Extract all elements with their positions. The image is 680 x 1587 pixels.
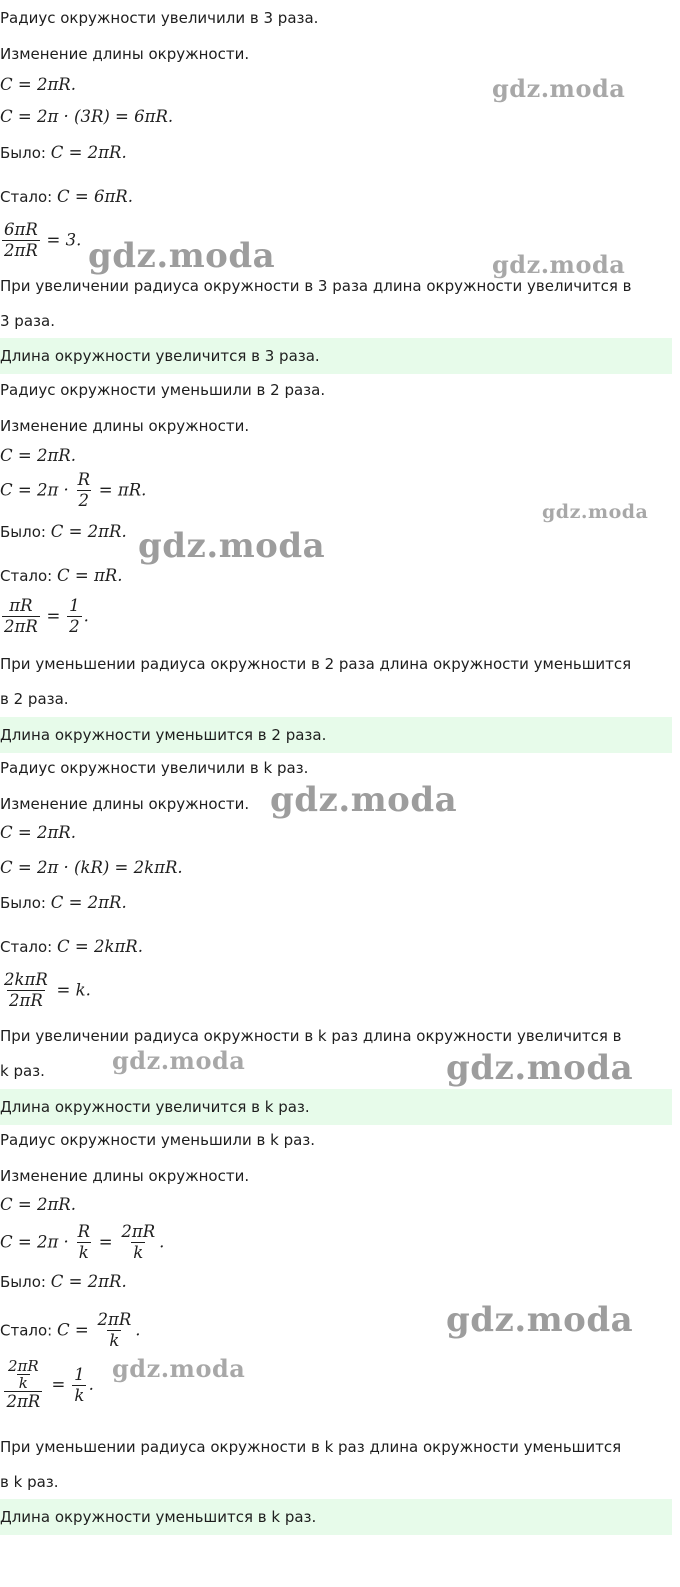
s4-formula: C = 2πR. bbox=[0, 1195, 76, 1214]
fraction-numerator: 6πR bbox=[4, 220, 38, 239]
after-value: C = 6πR. bbox=[57, 187, 133, 206]
compound-numerator bbox=[2, 1358, 45, 1391]
s1-conclusion-1: При увеличении радиуса окружности в 3 раза длина окружности увеличится в bbox=[0, 277, 632, 295]
s1-before bbox=[0, 143, 127, 163]
watermark: gdz.moda bbox=[492, 250, 626, 279]
ratio-result: = k. bbox=[56, 980, 91, 1000]
watermark: gdz.moda bbox=[492, 74, 626, 103]
result-fraction bbox=[72, 1365, 87, 1406]
s1-formula: C = 2πR. bbox=[0, 75, 76, 94]
watermark: gdz.moda bbox=[270, 780, 458, 820]
period: . bbox=[83, 606, 89, 626]
period: . bbox=[88, 1375, 94, 1394]
watermark: gdz.moda bbox=[138, 526, 326, 566]
calc-fraction bbox=[76, 1222, 92, 1263]
fraction-denominator: k bbox=[109, 1331, 120, 1350]
result-fraction bbox=[67, 596, 82, 637]
watermark: gdz.moda bbox=[542, 501, 649, 523]
after-left: C = bbox=[57, 1320, 89, 1340]
calc-fraction-2 bbox=[119, 1222, 157, 1263]
s1-after bbox=[0, 187, 133, 207]
after-value: C = πR. bbox=[57, 566, 123, 585]
calc-result: = πR. bbox=[98, 480, 147, 500]
s2-conclusion-2: в 2 раза. bbox=[0, 690, 69, 708]
fraction-denominator: k bbox=[18, 1374, 28, 1392]
equals-sign: = bbox=[51, 1375, 66, 1394]
s4-calc bbox=[0, 1222, 164, 1263]
s1-conclusion-2: 3 раза. bbox=[0, 312, 55, 330]
compound-denominator: 2πR bbox=[6, 1392, 41, 1411]
s1-answer: Длина окружности увеличится в 3 раза. bbox=[0, 347, 320, 365]
after-label: Стало: bbox=[0, 938, 53, 956]
before-value: C = 2πR. bbox=[50, 522, 127, 541]
calc-left: C = 2π · bbox=[0, 480, 69, 500]
s3-heading: Изменение длины окружности. bbox=[0, 795, 250, 813]
s1-ratio bbox=[0, 220, 81, 261]
s4-after bbox=[0, 1310, 141, 1351]
fraction-numerator: 1 bbox=[74, 1364, 85, 1384]
equals-sign: = bbox=[46, 606, 61, 626]
s1-heading: Изменение длины окружности. bbox=[0, 45, 250, 63]
ratio-result: = 3. bbox=[46, 230, 82, 250]
s2-conclusion-1: При уменьшении радиуса окружности в 2 раза длина окружности уменьшится bbox=[0, 655, 632, 673]
watermark: gdz.moda bbox=[88, 236, 276, 276]
s3-conclusion-2: k раз. bbox=[0, 1062, 45, 1080]
fraction-denominator: k bbox=[78, 1243, 89, 1262]
fraction-denominator: k bbox=[74, 1385, 85, 1405]
s2-heading: Изменение длины окружности. bbox=[0, 417, 250, 435]
fraction-numerator: 2πR bbox=[121, 1222, 156, 1241]
before-label: Было: bbox=[0, 894, 46, 912]
s2-ratio bbox=[0, 596, 89, 637]
watermark: gdz.moda bbox=[446, 1048, 634, 1088]
period: . bbox=[159, 1232, 165, 1252]
s3-after bbox=[0, 937, 143, 957]
fraction-numerator: R bbox=[77, 470, 90, 489]
after-value: C = 2kπR. bbox=[57, 937, 143, 956]
s3-ratio bbox=[0, 970, 91, 1011]
s2-calc bbox=[0, 470, 146, 511]
watermark: gdz.moda bbox=[112, 1354, 246, 1383]
s3-calc: C = 2π · (kR) = 2kπR. bbox=[0, 858, 183, 877]
s3-answer: Длина окружности увеличится в k раз. bbox=[0, 1098, 310, 1116]
ratio-fraction bbox=[2, 970, 50, 1011]
fraction-denominator: 2 bbox=[69, 617, 80, 636]
s4-conclusion-2: в k раз. bbox=[0, 1473, 59, 1491]
s4-before bbox=[0, 1272, 127, 1292]
calc-left: C = 2π · bbox=[0, 1232, 69, 1252]
after-fraction bbox=[96, 1310, 134, 1351]
before-label: Было: bbox=[0, 523, 46, 541]
s3-condition: Радиус окружности увеличили в k раз. bbox=[0, 759, 309, 777]
s3-conclusion-1: При увеличении радиуса окружности в k раз длина окружности увеличится в bbox=[0, 1027, 622, 1045]
fraction-denominator: 2πR bbox=[4, 241, 38, 260]
fraction-numerator: 1 bbox=[69, 596, 80, 615]
fraction-numerator: πR bbox=[9, 596, 33, 615]
watermark: gdz.moda bbox=[112, 1046, 246, 1075]
ratio-fraction bbox=[2, 596, 40, 637]
inner-fraction bbox=[6, 1358, 41, 1391]
s2-after bbox=[0, 566, 122, 586]
equals-sign: = bbox=[98, 1232, 113, 1252]
period: . bbox=[135, 1320, 141, 1340]
calc-fraction bbox=[76, 470, 92, 511]
s4-ratio bbox=[0, 1358, 94, 1412]
before-label: Было: bbox=[0, 1273, 46, 1291]
s4-heading: Изменение длины окружности. bbox=[0, 1167, 250, 1185]
fraction-numerator: R bbox=[77, 1222, 90, 1241]
fraction-denominator: 2 bbox=[78, 491, 90, 510]
fraction-denominator: 2πR bbox=[4, 617, 38, 636]
before-label: Было: bbox=[0, 144, 46, 162]
s2-formula: C = 2πR. bbox=[0, 446, 76, 465]
after-label: Стало: bbox=[0, 1321, 53, 1340]
s2-before bbox=[0, 522, 127, 542]
fraction-denominator: k bbox=[133, 1243, 144, 1262]
before-value: C = 2πR. bbox=[50, 143, 127, 162]
fraction-denominator: 2πR bbox=[9, 991, 43, 1010]
before-value: C = 2πR. bbox=[50, 1272, 127, 1291]
fraction-numerator: 2πR bbox=[97, 1310, 132, 1329]
ratio-fraction bbox=[2, 220, 40, 261]
s2-condition: Радиус окружности уменьшили в 2 раза. bbox=[0, 381, 326, 399]
s3-before bbox=[0, 893, 127, 913]
s4-condition: Радиус окружности уменьшили в k раз. bbox=[0, 1131, 316, 1149]
after-label: Стало: bbox=[0, 567, 53, 585]
fraction-numerator: 2πR bbox=[8, 1357, 39, 1375]
s4-conclusion-1: При уменьшении радиуса окружности в k раз длина окружности уменьшится bbox=[0, 1438, 622, 1456]
fraction-numerator: 2kπR bbox=[4, 970, 48, 989]
before-value: C = 2πR. bbox=[50, 893, 127, 912]
s3-formula: C = 2πR. bbox=[0, 823, 76, 842]
watermark: gdz.moda bbox=[446, 1300, 634, 1340]
s1-calc: C = 2π · (3R) = 6πR. bbox=[0, 107, 174, 126]
s1-condition: Радиус окружности увеличили в 3 раза. bbox=[0, 9, 319, 27]
after-label: Стало: bbox=[0, 188, 53, 206]
compound-fraction bbox=[2, 1358, 45, 1412]
s4-answer: Длина окружности уменьшится в k раз. bbox=[0, 1508, 317, 1526]
s2-answer: Длина окружности уменьшится в 2 раза. bbox=[0, 726, 327, 744]
